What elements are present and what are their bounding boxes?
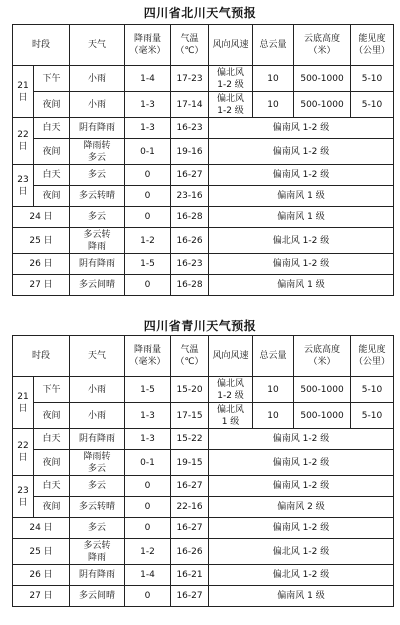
weather-cell: 阴有降雨 (70, 254, 125, 275)
rain-cell: 0 (125, 165, 171, 186)
temp-cell: 17-23 (171, 66, 209, 92)
period-cell: 白天 (34, 165, 70, 186)
weather-cell: 小雨 (70, 403, 125, 429)
header-cloud: 总云量 (253, 336, 294, 377)
temp-cell: 19-16 (171, 139, 209, 165)
day-cell: 23 日 (13, 476, 34, 518)
period-cell: 下午 (34, 66, 70, 92)
rain-cell: 0 (125, 186, 171, 207)
wind-cell: 偏北风 1-2 级 (209, 92, 253, 118)
weather-cell: 多云转 降雨 (70, 228, 125, 254)
rain-cell: 0-1 (125, 139, 171, 165)
wind-cell: 偏北风 1-2 级 (209, 377, 253, 403)
header-cloud-height: 云底高度 （米） (294, 25, 351, 66)
temp-cell: 17-15 (171, 403, 209, 429)
day-cell: 22 日 (13, 118, 34, 165)
wind-cell: 偏南风 1-2 级 (209, 476, 394, 497)
header-visibility: 能见度 （公里） (351, 25, 394, 66)
rain-cell: 0 (125, 518, 171, 539)
rain-cell: 0-1 (125, 450, 171, 476)
day-cell: 22 日 (13, 429, 34, 476)
day-cell: 21 日 (13, 377, 34, 429)
temp-cell: 23-16 (171, 186, 209, 207)
wind-cell: 偏南风 1 级 (209, 275, 394, 296)
wind-cell: 偏南风 1 级 (209, 207, 394, 228)
period-cell: 夜间 (34, 450, 70, 476)
day-cell: 25 日 (13, 539, 70, 565)
header-weather: 天气 (70, 25, 125, 66)
visibility-cell: 5-10 (351, 377, 394, 403)
day-cell: 21 日 (13, 66, 34, 118)
table-row (13, 539, 394, 565)
day-cell: 24 日 (13, 518, 70, 539)
temp-cell: 16-23 (171, 118, 209, 139)
table-row (13, 586, 394, 607)
cloud-cell: 10 (253, 403, 294, 429)
table-row (13, 565, 394, 586)
day-cell: 27 日 (13, 275, 70, 296)
temp-cell: 16-28 (171, 207, 209, 228)
weather-cell: 多云 (70, 476, 125, 497)
header-rain: 降雨量 （毫米） (125, 25, 171, 66)
weather-cell: 多云间晴 (70, 586, 125, 607)
header-rain: 降雨量 （毫米） (125, 336, 171, 377)
weather-cell: 多云 (70, 207, 125, 228)
temp-cell: 16-21 (171, 565, 209, 586)
weather-cell: 阴有降雨 (70, 118, 125, 139)
cloud-height-cell: 500-1000 (294, 66, 351, 92)
weather-cell: 小雨 (70, 92, 125, 118)
wind-cell: 偏南风 1 级 (209, 186, 394, 207)
temp-cell: 22-16 (171, 497, 209, 518)
table-row (13, 497, 394, 518)
rain-cell: 1-5 (125, 254, 171, 275)
wind-cell: 偏北风 1-2 级 (209, 66, 253, 92)
wind-cell: 偏北风 1-2 级 (209, 539, 394, 565)
table-row (13, 450, 394, 476)
rain-cell: 1-4 (125, 66, 171, 92)
cloud-cell: 10 (253, 377, 294, 403)
visibility-cell: 5-10 (351, 66, 394, 92)
rain-cell: 1-3 (125, 429, 171, 450)
rain-cell: 0 (125, 275, 171, 296)
cloud-cell: 10 (253, 66, 294, 92)
header-period: 时段 (13, 336, 70, 377)
header-temp: 气温 （℃） (171, 25, 209, 66)
forecast-table-qingchuan (12, 335, 394, 607)
cloud-height-cell: 500-1000 (294, 92, 351, 118)
wind-cell: 偏北风 1-2 级 (209, 228, 394, 254)
rain-cell: 0 (125, 586, 171, 607)
header-temp: 气温 （℃） (171, 336, 209, 377)
rain-cell: 0 (125, 207, 171, 228)
table-row (13, 228, 394, 254)
day-cell: 25 日 (13, 228, 70, 254)
header-wind: 风向风速 (209, 25, 253, 66)
table2-title: 四川省青川天气预报 (143, 319, 257, 333)
rain-cell: 1-5 (125, 377, 171, 403)
period-cell: 夜间 (34, 139, 70, 165)
wind-cell: 偏南风 1-2 级 (209, 450, 394, 476)
wind-cell: 偏南风 1-2 级 (209, 518, 394, 539)
rain-cell: 0 (125, 476, 171, 497)
period-cell: 夜间 (34, 186, 70, 207)
period-cell: 白天 (34, 118, 70, 139)
temp-cell: 16-26 (171, 228, 209, 254)
cloud-height-cell: 500-1000 (294, 403, 351, 429)
wind-cell: 偏北风 1 级 (209, 403, 253, 429)
day-cell: 26 日 (13, 254, 70, 275)
table-row (13, 403, 394, 429)
wind-cell: 偏南风 1-2 级 (209, 254, 394, 275)
header-period: 时段 (13, 25, 70, 66)
table-row (13, 186, 394, 207)
day-cell: 26 日 (13, 565, 70, 586)
rain-cell: 0 (125, 497, 171, 518)
weather-cell: 多云转晴 (70, 186, 125, 207)
weather-cell: 多云转晴 (70, 497, 125, 518)
wind-cell: 偏南风 1-2 级 (209, 139, 394, 165)
rain-cell: 1-3 (125, 118, 171, 139)
cloud-height-cell: 500-1000 (294, 377, 351, 403)
cloud-cell: 10 (253, 92, 294, 118)
header-cloud: 总云量 (253, 25, 294, 66)
temp-cell: 19-15 (171, 450, 209, 476)
weather-cell: 阴有降雨 (70, 565, 125, 586)
temp-cell: 16-26 (171, 539, 209, 565)
header-cloud-height: 云底高度 （米） (294, 336, 351, 377)
temp-cell: 15-20 (171, 377, 209, 403)
wind-cell: 偏南风 1-2 级 (209, 118, 394, 139)
temp-cell: 16-27 (171, 586, 209, 607)
day-cell: 24 日 (13, 207, 70, 228)
table-row (13, 118, 394, 139)
period-cell: 夜间 (34, 403, 70, 429)
table-row (13, 92, 394, 118)
day-cell: 23 日 (13, 165, 34, 207)
weather-cell: 多云 (70, 165, 125, 186)
weather-cell: 降雨转 多云 (70, 139, 125, 165)
visibility-cell: 5-10 (351, 92, 394, 118)
weather-cell: 多云 (70, 518, 125, 539)
forecast-table-beichuan (12, 24, 394, 296)
table-row (13, 254, 394, 275)
table-row (13, 66, 394, 92)
header-visibility: 能见度 （公里） (351, 336, 394, 377)
weather-cell: 阴有降雨 (70, 429, 125, 450)
rain-cell: 1-3 (125, 403, 171, 429)
weather-cell: 小雨 (70, 66, 125, 92)
period-cell: 夜间 (34, 92, 70, 118)
rain-cell: 1-2 (125, 539, 171, 565)
wind-cell: 偏南风 1-2 级 (209, 165, 394, 186)
table-row (13, 139, 394, 165)
wind-cell: 偏南风 1-2 级 (209, 429, 394, 450)
header-wind: 风向风速 (209, 336, 253, 377)
temp-cell: 16-27 (171, 518, 209, 539)
weather-cell: 小雨 (70, 377, 125, 403)
table-header-row (13, 25, 394, 66)
table-header-row (13, 336, 394, 377)
table-row (13, 275, 394, 296)
period-cell: 夜间 (34, 497, 70, 518)
temp-cell: 16-27 (171, 165, 209, 186)
day-cell: 27 日 (13, 586, 70, 607)
visibility-cell: 5-10 (351, 403, 394, 429)
temp-cell: 16-23 (171, 254, 209, 275)
period-cell: 下午 (34, 377, 70, 403)
wind-cell: 偏南风 1 级 (209, 586, 394, 607)
rain-cell: 1-2 (125, 228, 171, 254)
weather-cell: 多云间晴 (70, 275, 125, 296)
temp-cell: 16-27 (171, 476, 209, 497)
header-weather: 天气 (70, 336, 125, 377)
wind-cell: 偏南风 2 级 (209, 497, 394, 518)
rain-cell: 1-3 (125, 92, 171, 118)
table-row (13, 207, 394, 228)
table1-title: 四川省北川天气预报 (143, 6, 257, 20)
rain-cell: 1-4 (125, 565, 171, 586)
temp-cell: 16-28 (171, 275, 209, 296)
period-cell: 白天 (34, 429, 70, 450)
wind-cell: 偏北风 1-2 级 (209, 565, 394, 586)
table-row (13, 165, 394, 186)
period-cell: 白天 (34, 476, 70, 497)
table-row (13, 377, 394, 403)
table-row (13, 518, 394, 539)
table-row (13, 476, 394, 497)
temp-cell: 17-14 (171, 92, 209, 118)
temp-cell: 15-22 (171, 429, 209, 450)
table-row (13, 429, 394, 450)
weather-cell: 多云转 降雨 (70, 539, 125, 565)
weather-cell: 降雨转 多云 (70, 450, 125, 476)
